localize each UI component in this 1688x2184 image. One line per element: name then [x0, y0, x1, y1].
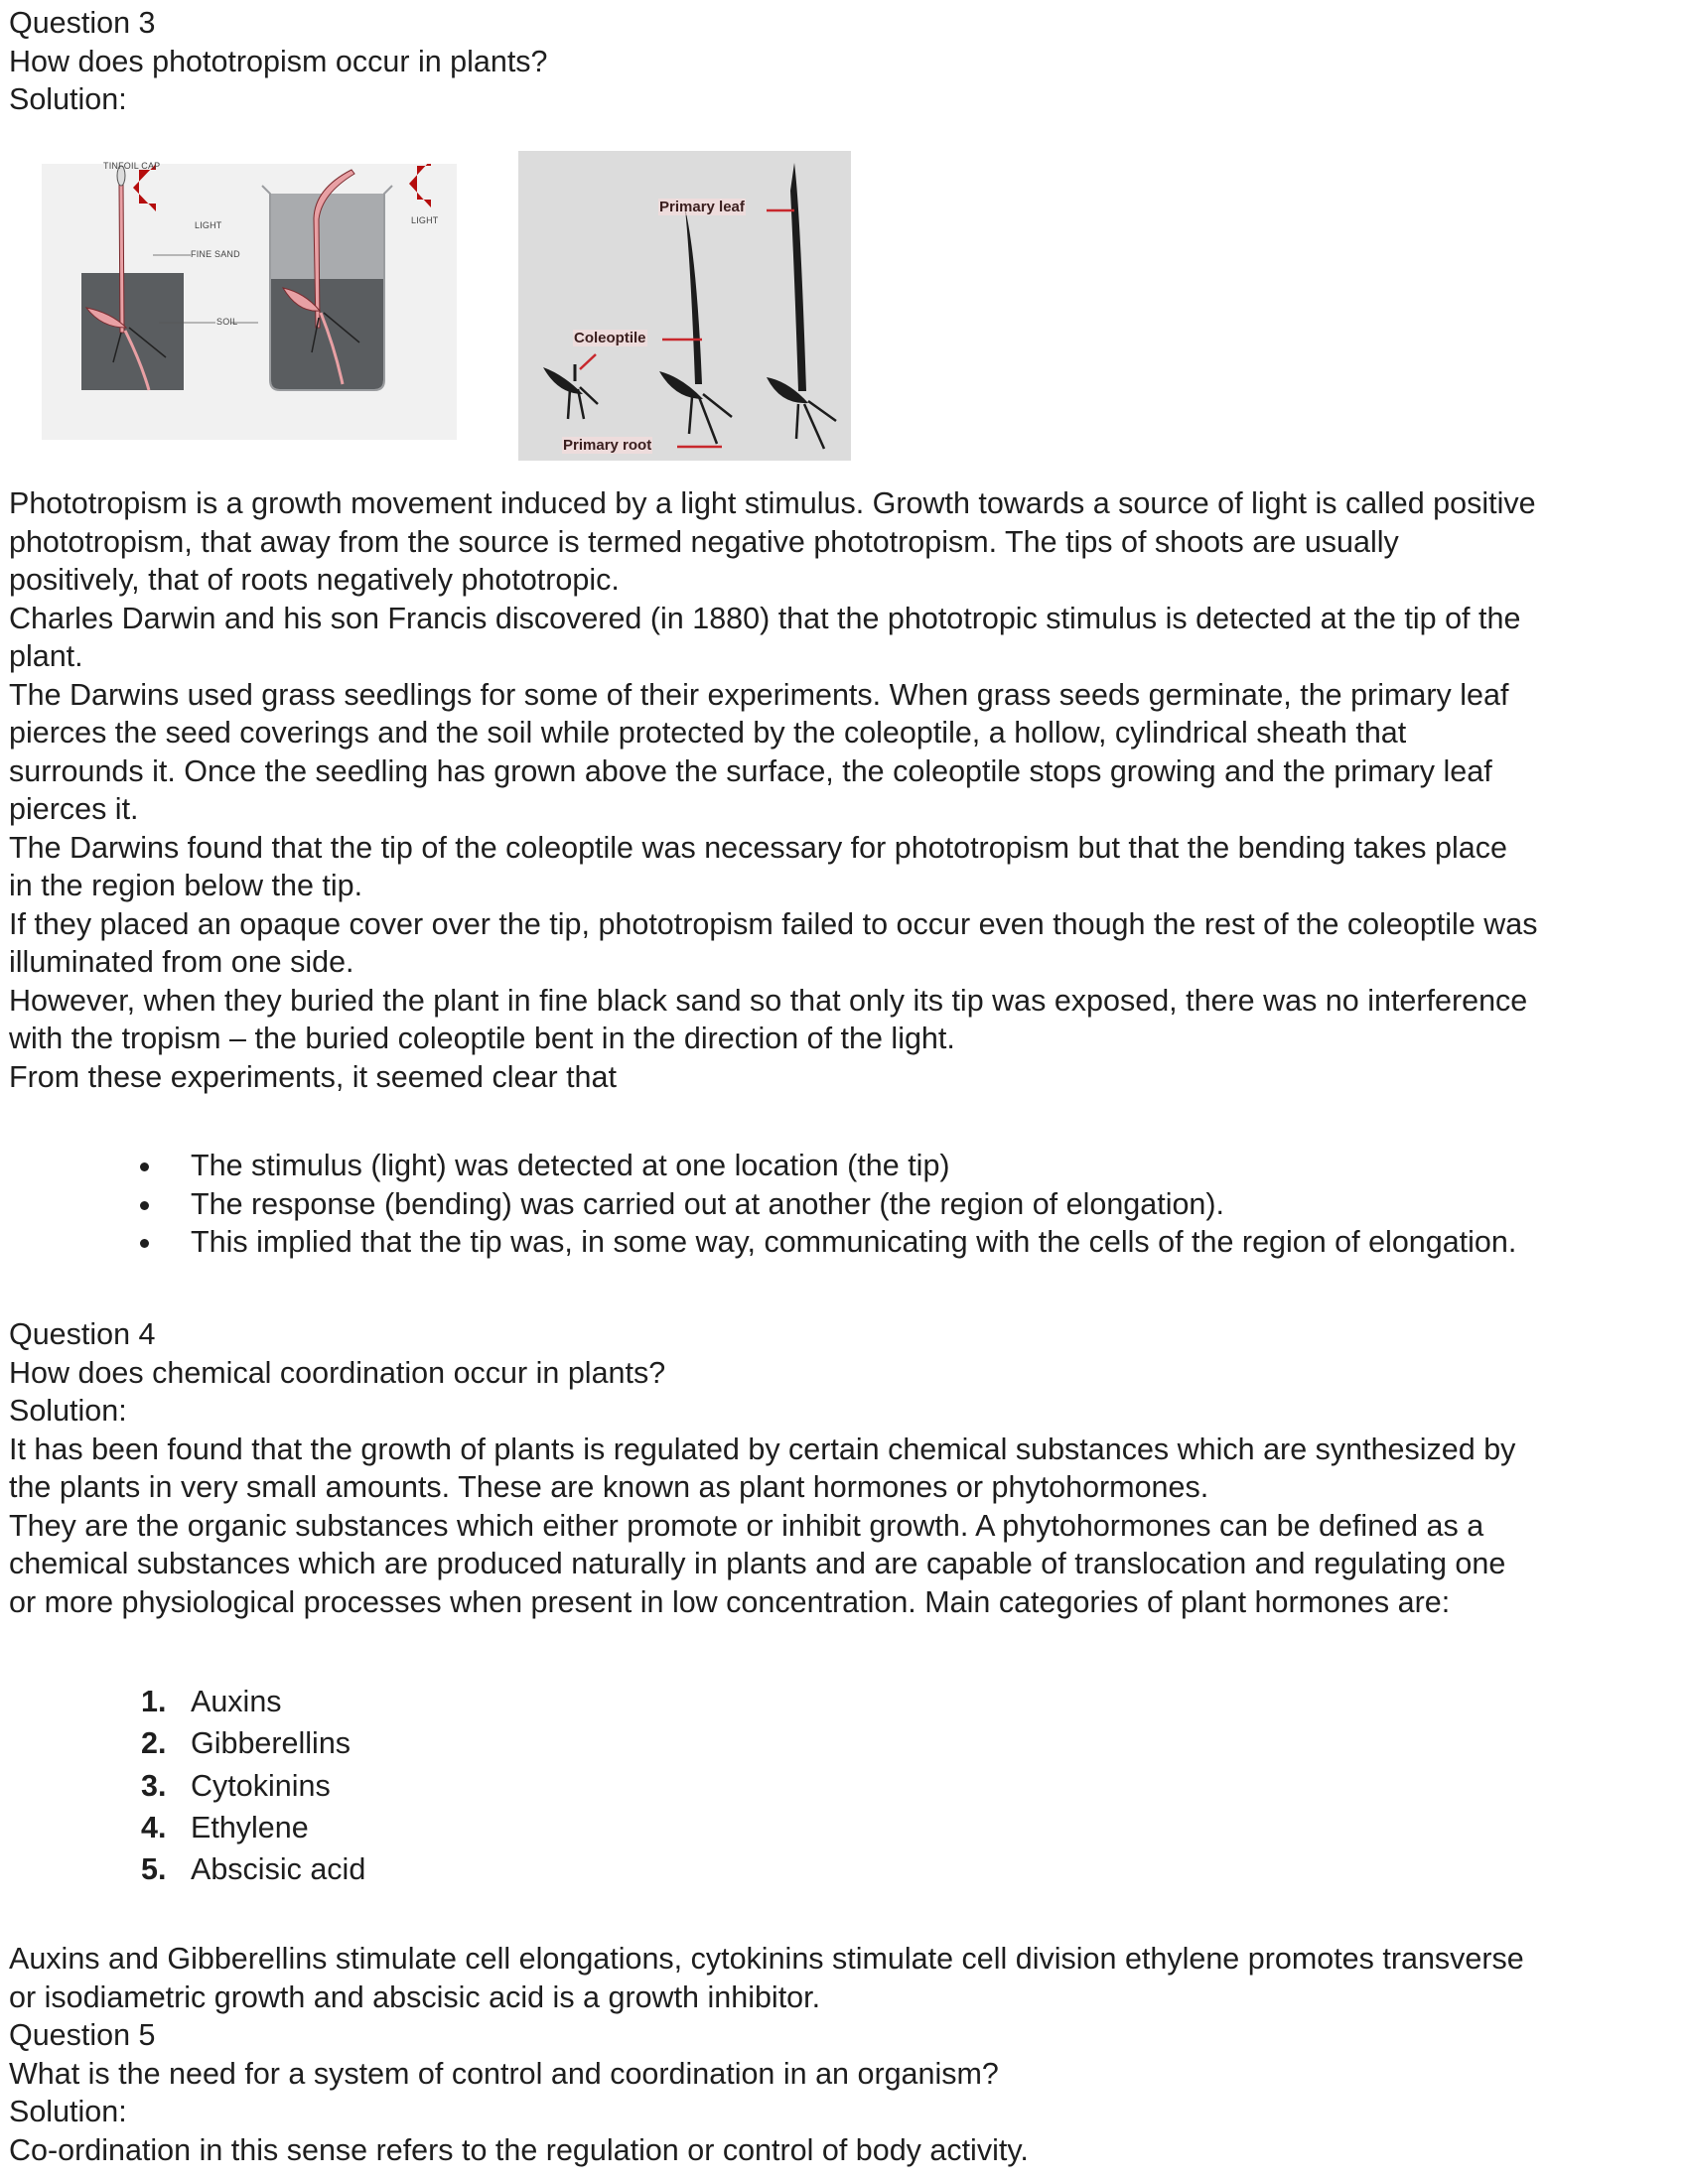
- bullet-icon: [140, 1239, 149, 1248]
- seedling-left-shoot: [119, 184, 124, 333]
- list-number: 1.: [141, 1685, 167, 1718]
- soil-block-left: [81, 273, 184, 390]
- bullet-item: The stimulus (light) was detected at one location (the tip): [0, 1147, 1516, 1185]
- label-tinfoil-cap: TINFOIL CAP: [103, 161, 161, 171]
- question-5-section: [9, 1940, 1687, 2169]
- question-5-solution-label: Solution:: [9, 2095, 127, 2128]
- light-arrow-right-icon: [409, 164, 431, 207]
- label-soil: SOIL: [216, 317, 238, 327]
- list-number: 2.: [141, 1726, 167, 1761]
- text-line: pierces the seed coverings and the soil while protected by the coleoptile, a hollow, cylindrical sheath that: [9, 716, 1407, 750]
- text-line: From these experiments, it seemed clear that: [9, 1059, 617, 1094]
- question-3-title: Question 3: [9, 6, 156, 40]
- text-line: pierces it.: [9, 792, 139, 826]
- text-line: The Darwins used grass seedlings for some of their experiments. When grass seeds germinate, the primary leaf: [9, 677, 1509, 712]
- text-line: or more physiological processes when present in low concentration. Main categories of plant hormones are:: [9, 1584, 1451, 1619]
- plant-hormones-list: [0, 1681, 365, 1890]
- question-5-text: What is the need for a system of control and coordination in an organism?: [9, 2056, 999, 2091]
- text-line: plant.: [9, 639, 83, 673]
- question-4-text: How does chemical coordination occur in plants?: [9, 1355, 666, 1390]
- conclusions-bullet-list: [0, 1147, 1516, 1262]
- grass-seedling-photo: [518, 151, 851, 461]
- bullet-icon: [140, 1162, 149, 1171]
- label-primary-root: Primary root: [563, 437, 652, 454]
- question-5-answer: Co-ordination in this sense refers to the regulation or control of body activity.: [9, 2132, 1029, 2167]
- bullet-item: The response (bending) was carried out at another (the region of elongation).: [0, 1185, 1516, 1224]
- text-line: surrounds it. Once the seedling has grown above the surface, the coleoptile stops growing and the primary leaf: [9, 753, 1492, 788]
- text-line: chemical substances which are produced naturally in plants and are capable of translocation and regulating one: [9, 1547, 1506, 1580]
- light-arrow-left-icon: [133, 164, 156, 211]
- hormone-item: [0, 1765, 365, 1807]
- question-3-text: How does phototropism occur in plants?: [9, 44, 548, 78]
- text-line: in the region below the tip.: [9, 869, 363, 902]
- fine-sand-layer: [271, 194, 383, 279]
- text-line: illuminated from one side.: [9, 945, 354, 979]
- hormone-item: [0, 1848, 365, 1890]
- hormone-item: [0, 1681, 365, 1722]
- text-line: Charles Darwin and his son Francis discovered (in 1880) that the phototropic stimulus is detected at the tip of the: [9, 601, 1521, 635]
- text-line: The Darwins found that the tip of the coleoptile was necessary for phototropism but that the bending takes place: [9, 830, 1507, 865]
- bullet-item: This implied that the tip was, in some way, communicating with the cells of the region of elongation.: [0, 1223, 1516, 1262]
- text-line: Auxins and Gibberellins stimulate cell elongations, cytokinins stimulate cell division ethylene promotes transverse: [9, 1942, 1524, 1976]
- hormone-label: Cytokinins: [191, 1768, 331, 1803]
- question-5-title: Question 5: [9, 2018, 156, 2052]
- text-line: with the tropism – the buried coleoptile bent in the direction of the light.: [9, 1022, 955, 1055]
- question-3-explanation: [9, 484, 1687, 1096]
- phototropism-experiment-diagram: [42, 161, 457, 440]
- hormone-label: Auxins: [191, 1685, 282, 1718]
- bullet-icon: [140, 1201, 149, 1210]
- list-number: 3.: [141, 1768, 167, 1803]
- question-3-header: [9, 4, 1687, 119]
- text-line: the plants in very small amounts. These are known as plant hormones or phytohormones.: [9, 1470, 1209, 1504]
- hormone-item: [0, 1807, 365, 1848]
- list-number: 5.: [141, 1852, 167, 1887]
- text-line: It has been found that the growth of plants is regulated by certain chemical substances which are synthesized by: [9, 1432, 1516, 1466]
- text-line: They are the organic substances which either promote or inhibit growth. A phytohormones can be defined as a: [9, 1508, 1484, 1543]
- text-line: or isodiametric growth and abscisic acid is a growth inhibitor.: [9, 1979, 821, 2014]
- question-4-section: [9, 1315, 1687, 1621]
- hormone-label: Ethylene: [191, 1810, 309, 1844]
- hormone-item: [0, 1722, 365, 1764]
- label-primary-leaf: Primary leaf: [659, 199, 745, 215]
- list-number: 4.: [141, 1810, 167, 1844]
- label-fine-sand: FINE SAND: [191, 249, 240, 259]
- label-light-left: LIGHT: [195, 220, 222, 230]
- text-line: However, when they buried the plant in fine black sand so that only its tip was exposed, there was no interference: [9, 983, 1528, 1018]
- question-4-title: Question 4: [9, 1317, 156, 1351]
- seedling-photo-illustration: [518, 151, 851, 461]
- question-3-solution-label: Solution:: [9, 82, 127, 116]
- label-light-right: LIGHT: [411, 215, 439, 225]
- text-line: positively, that of roots negatively phototropic.: [9, 563, 620, 597]
- hormone-label: Abscisic acid: [191, 1852, 366, 1887]
- text-line: If they placed an opaque cover over the tip, phototropism failed to occur even though the rest of the coleoptile was: [9, 906, 1538, 941]
- label-coleoptile: Coleoptile: [574, 330, 646, 346]
- text-line: phototropism, that away from the source is termed negative phototropism. The tips of shoots are usually: [9, 524, 1399, 559]
- experiment-illustration: [42, 164, 457, 440]
- question-4-solution-label: Solution:: [9, 1394, 127, 1428]
- hormone-label: Gibberellins: [191, 1726, 352, 1761]
- text-line: Phototropism is a growth movement induced by a light stimulus. Growth towards a source of light is called positive: [9, 486, 1536, 520]
